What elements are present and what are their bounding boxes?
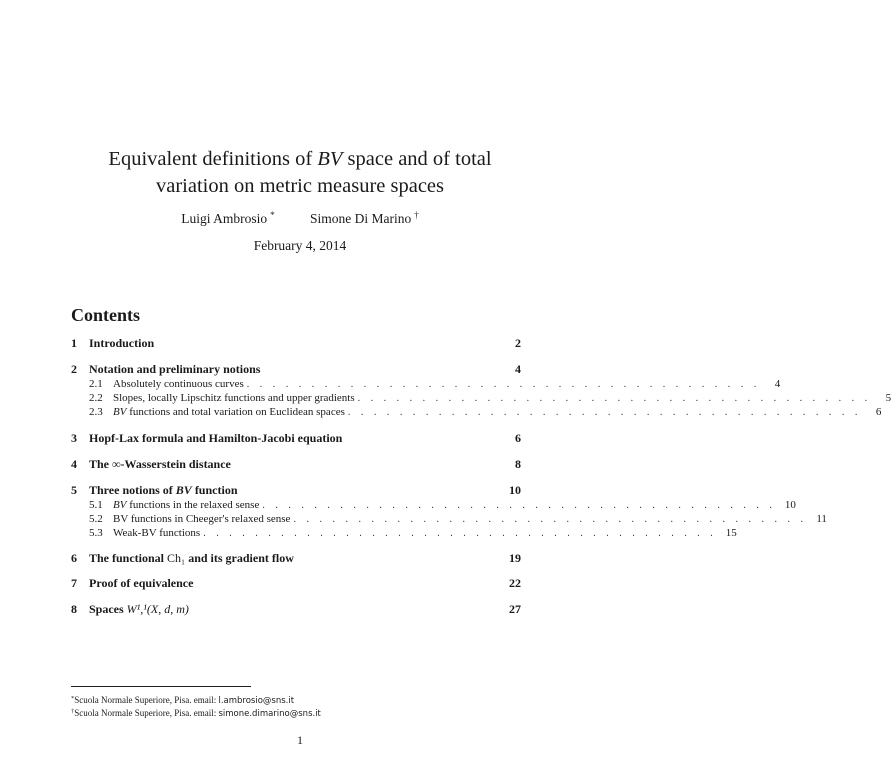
toc-subsection-2-2[interactable]: 2.2 Slopes, locally Lipschitz functions and upper gradients . . . . . . . . . . . . . . . . . . . . . . . . . . . . . . . . . . . . . . . . 5 [89,392,891,404]
leader-dots: . . . . . . . . . . . . . . . . . . . . . . . . . . . . . . . . . . . . . . . . [293,514,807,525]
footnote-di-marino: †Scuola Normale Superiore, Pisa. email: simone.dimarino@sns.it [71,708,321,719]
leader-dots: . . . . . . . . . . . . . . . . . . . . . . . . . . . . . . . . . . . . . . . . [347,407,862,418]
toc-subsection-5-2[interactable]: 5.2 BV functions in Cheeger's relaxed sense . . . . . . . . . . . . . . . . . . . . . . . . . . . . . . . . . . . . . . . . 11 [89,513,827,525]
toc-subsection-2-1[interactable]: 2.1 Absolutely continuous curves . . . . . . . . . . . . . . . . . . . . . . . . . . . . . . . . . . . . . . . . 4 [89,378,781,390]
title-line-2: variation on metric measure spaces [155,175,445,197]
paper-date: February 4, 2014 [253,238,347,253]
leader-dots: . . . . . . . . . . . . . . . . . . . . . . . . . . . . . . . . . . . . . . . . [203,528,717,539]
contents-heading: Contents [71,305,141,325]
toc-subsection-2-3[interactable]: 2.3 BV functions and total variation on Euclidean spaces . . . . . . . . . . . . . . . . . . . . . . . . . . . . . . . . . . . . . . . . 6 [89,406,882,418]
toc-section-1[interactable]: 1 Introduction 2 [71,336,521,350]
email-link[interactable]: l.ambrosio@sns.it [218,696,295,706]
author-di-marino: Simone Di Marino † [310,210,419,226]
toc-section-2[interactable]: 2 Notation and preliminary notions 4 [71,362,521,376]
toc-section-5[interactable]: 5 Three notions of BV function 10 [71,483,521,497]
footnote-mark[interactable]: * [270,210,275,220]
toc-section-4[interactable]: 4 The ∞-Wasserstein distance 8 [71,457,521,471]
paper-title [0,146,600,200]
toc-subsection-5-3[interactable]: 5.3 Weak-BV functions . . . . . . . . . . . . . . . . . . . . . . . . . . . . . . . . . . . . . . . . 15 [89,527,737,539]
page-number: 1 [297,733,303,747]
leader-dots: . . . . . . . . . . . . . . . . . . . . . . . . . . . . . . . . . . . . . . . . [357,393,872,404]
author-list [0,210,600,227]
footnote-ambrosio: *Scuola Normale Superiore, Pisa. email: l.ambrosio@sns.it [71,695,295,706]
author-ambrosio: Luigi Ambrosio * [181,210,275,226]
leader-dots: . . . . . . . . . . . . . . . . . . . . . . . . . . . . . . . . . . . . . . . . [246,379,761,390]
toc-section-3[interactable]: 3 Hopf-Lax formula and Hamilton-Jacobi equation 6 [71,431,521,445]
toc-subsection-5-1[interactable]: 5.1 BV functions in the relaxed sense . . . . . . . . . . . . . . . . . . . . . . . . . . . . . . . . . . . . . . . . 10 [89,499,796,511]
toc-section-7[interactable]: 7 Proof of equivalence 22 [71,576,521,590]
email-link[interactable]: simone.dimarino@sns.it [218,709,321,719]
footnote-rule [71,686,251,687]
title-line-1: Equivalent definitions of BV space and of total [108,148,492,170]
toc-section-6[interactable]: 6 The functional Ch₁ and its gradient flow 19 [71,551,521,565]
footnote-mark[interactable]: † [414,210,419,220]
leader-dots: . . . . . . . . . . . . . . . . . . . . . . . . . . . . . . . . . . . . . . . . [262,500,776,511]
toc-section-8[interactable]: 8 Spaces W¹,¹(X, d, m) 27 [71,602,521,616]
